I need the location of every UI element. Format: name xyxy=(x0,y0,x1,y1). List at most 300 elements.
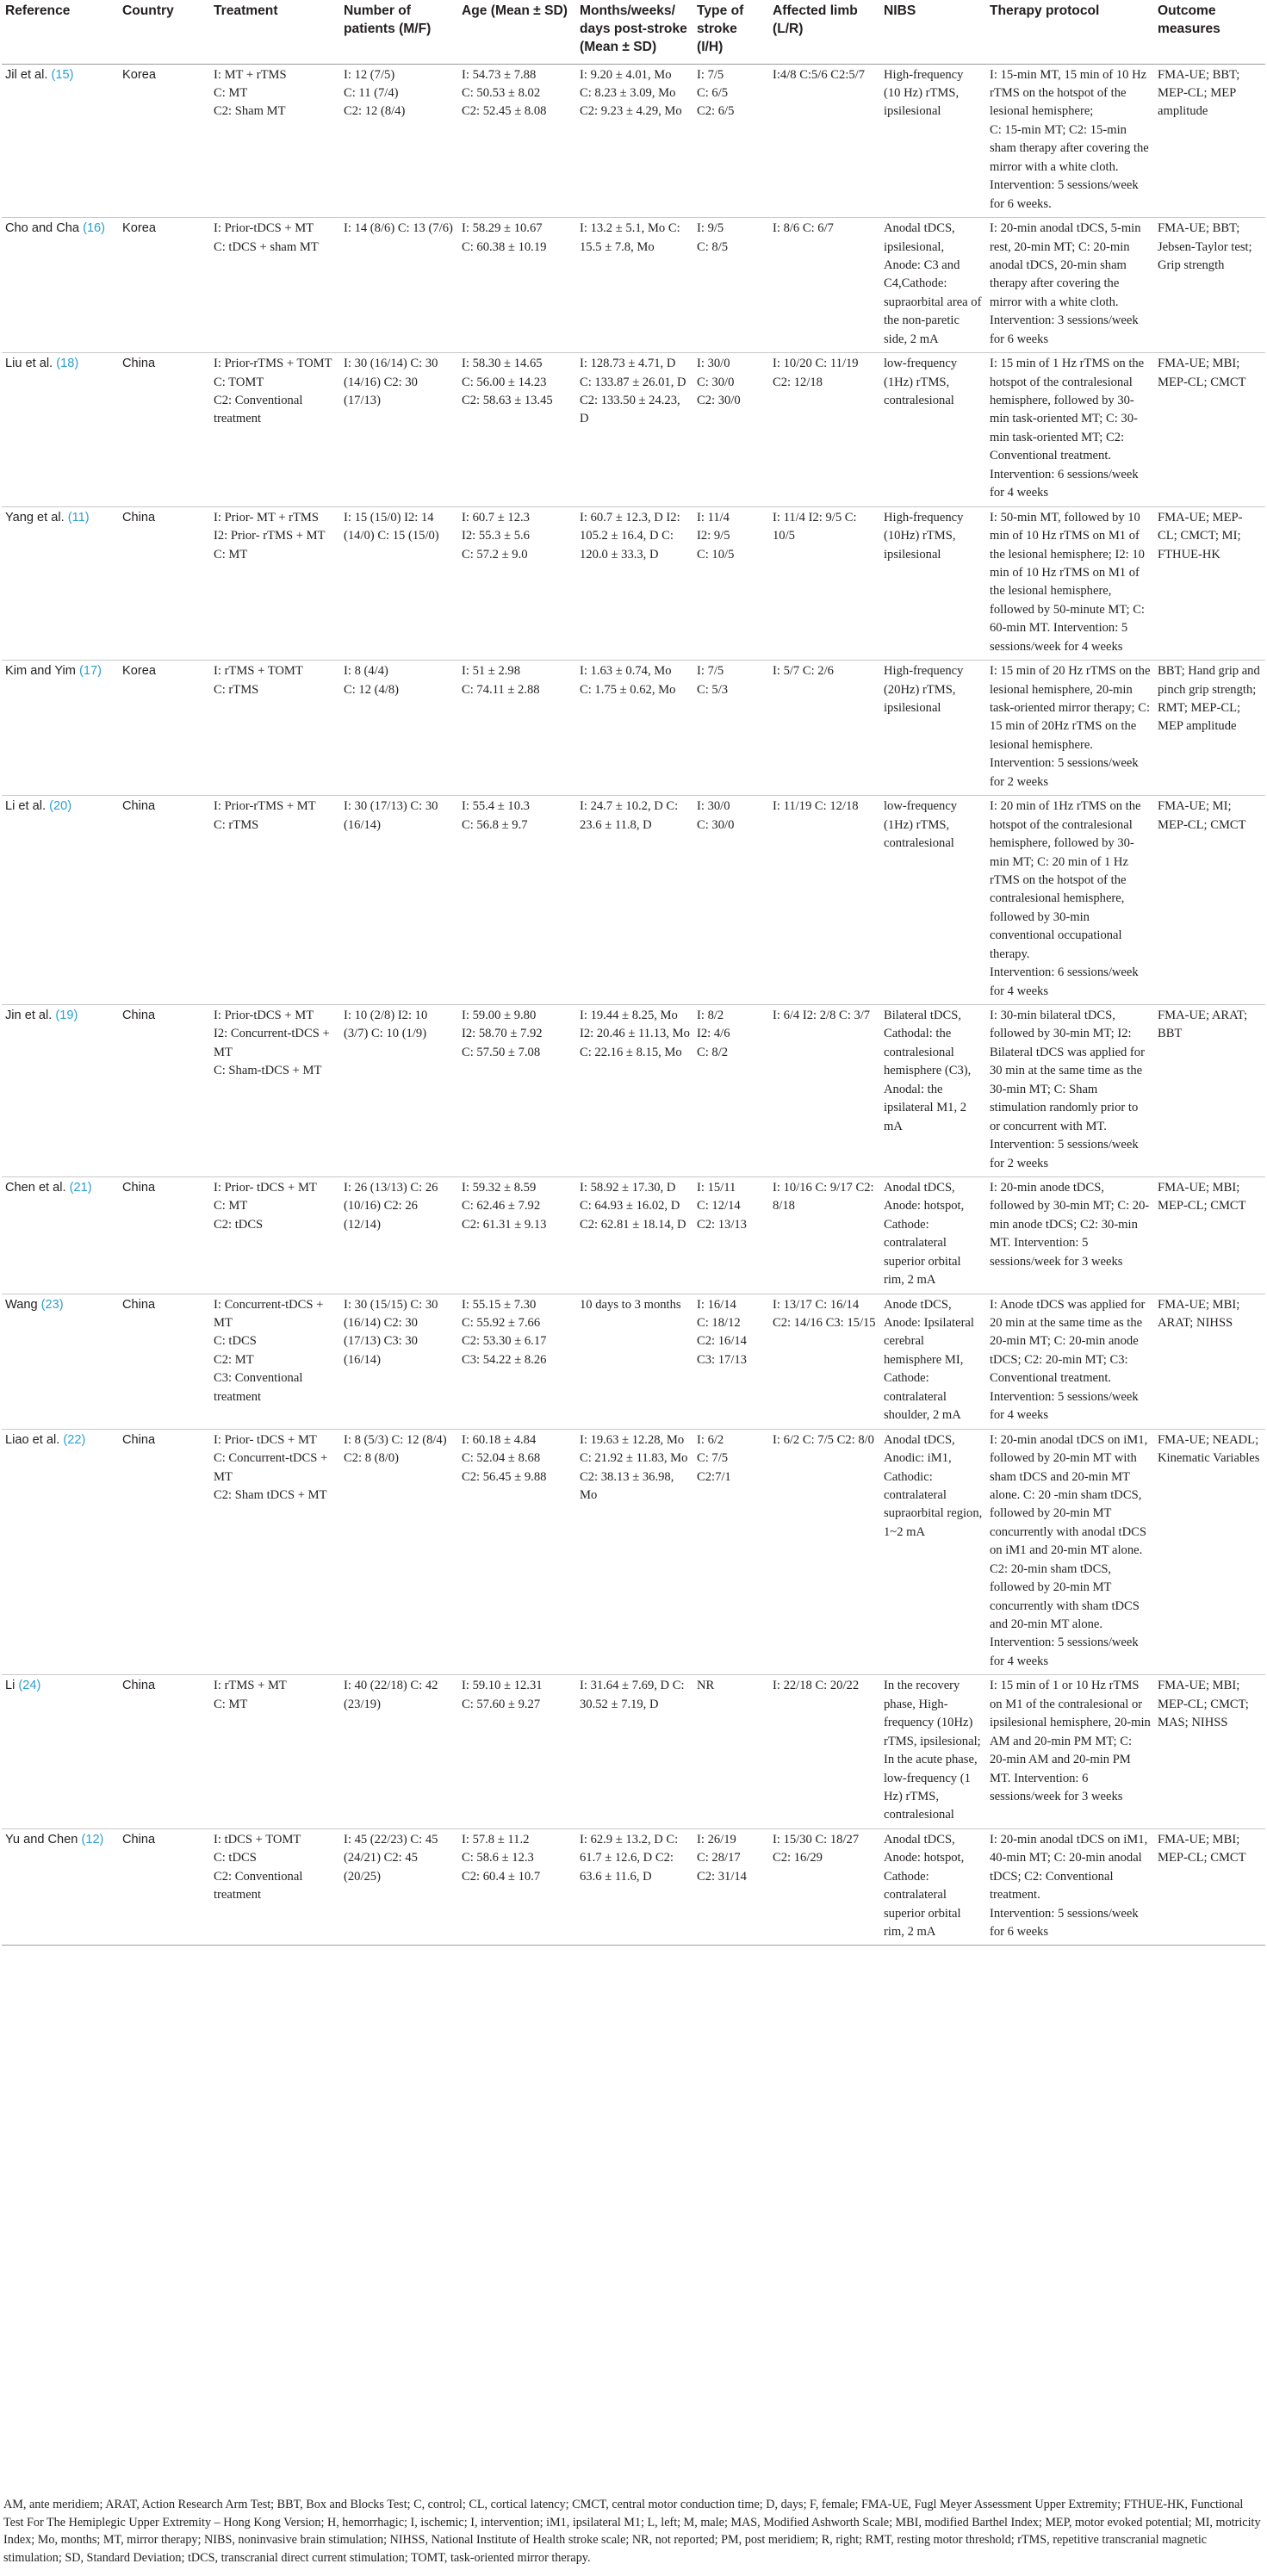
cell-patients xyxy=(340,1675,458,1829)
table-row xyxy=(2,1675,1265,1829)
cell-reference xyxy=(2,1429,119,1675)
table-row xyxy=(2,1005,1265,1177)
cell-outcome-measures xyxy=(1154,1675,1265,1829)
affected-limb-text: I: 6/4 I2: 2/8 C: 3/7 xyxy=(773,1009,871,1023)
treatment-text: I: Concurrent-tDCS + MT C: tDCS C2: MT C3: Conventional treatment xyxy=(214,1297,324,1404)
cell-duration xyxy=(576,661,693,796)
cell-country xyxy=(119,1675,210,1829)
cell-outcome-measures xyxy=(1154,661,1265,796)
cell-therapy-protocol xyxy=(986,1675,1154,1829)
cell-nibs xyxy=(880,1429,986,1675)
cell-age xyxy=(458,661,576,796)
affected-limb-text: I: 11/4 I2: 9/5 C: 10/5 xyxy=(773,510,857,543)
reference-name: Liu et al. xyxy=(5,357,53,371)
nibs-text: High-frequency (10Hz) rTMS, ipsilesional xyxy=(884,510,964,562)
cell-nibs xyxy=(880,64,986,218)
cell-therapy-protocol xyxy=(986,506,1154,661)
country-text: China xyxy=(122,510,156,525)
age-text: I: 60.7 ± 12.3 I2: 55.3 ± 5.6 C: 57.2 ± 9.0 xyxy=(462,510,530,562)
country-text: China xyxy=(122,1009,156,1023)
cell-country xyxy=(119,218,210,353)
affected-limb-text: I: 15/30 C: 18/27 C2: 16/29 xyxy=(773,1832,860,1865)
citation-link[interactable]: (23) xyxy=(40,1297,64,1312)
cell-therapy-protocol xyxy=(986,1828,1154,1946)
duration-text: I: 24.7 ± 10.2, D C: 23.6 ± 11.8, D xyxy=(580,799,679,832)
nibs-text: In the recovery phase, High-frequency (10Hz) rTMS, ipsilesional; In the acute phase, low-frequency (1 Hz) rTMS, contralesional xyxy=(884,1679,981,1822)
affected-limb-text: I: 10/20 C: 11/19 C2: 12/18 xyxy=(773,357,859,389)
header-reference: Reference xyxy=(2,0,119,64)
cell-reference xyxy=(2,1294,119,1429)
cell-outcome-measures xyxy=(1154,353,1265,507)
cell-stroke-type xyxy=(693,1429,769,1675)
outcome-measures-text: BBT; Hand grip and pinch grip strength; RMT; MEP-CL; MEP amplitude xyxy=(1158,664,1260,734)
table-row xyxy=(2,506,1265,661)
cell-nibs xyxy=(880,661,986,796)
cell-stroke-type xyxy=(693,1828,769,1946)
cell-nibs xyxy=(880,796,986,1005)
reference-name: Cho and Cha xyxy=(5,221,80,236)
cell-stroke-type xyxy=(693,796,769,1005)
cell-stroke-type xyxy=(693,218,769,353)
table-row xyxy=(2,1429,1265,1675)
outcome-measures-text: FMA-UE; MBI; MEP-CL; CMCT xyxy=(1158,1180,1246,1214)
cell-outcome-measures xyxy=(1154,796,1265,1005)
cell-reference xyxy=(2,796,119,1005)
cell-age xyxy=(458,1429,576,1675)
cell-patients xyxy=(340,796,458,1005)
header-outcome-measures: Outcome measures xyxy=(1154,0,1265,64)
nibs-text: Bilateral tDCS, Cathodal: the contralesional hemisphere (C3), Anodal: the ipsilateral M1, 2 mA xyxy=(884,1009,972,1133)
nibs-text: Anode tDCS, Anode: Ipsilateral cerebral hemisphere MI, Cathode: contralateral shoulder, 2 mA xyxy=(884,1297,974,1423)
cell-age xyxy=(458,796,576,1005)
duration-text: I: 62.9 ± 13.2, D C: 61.7 ± 12.6, D C2: 63.6 ± 11.6, D xyxy=(580,1832,679,1884)
patients-text: I: 15 (15/0) I2: 14 (14/0) C: 15 (15/0) xyxy=(344,510,439,543)
cell-country xyxy=(119,1828,210,1946)
treatment-text: I: Prior-tDCS + MT C: tDCS + sham MT xyxy=(214,221,319,254)
cell-affected-limb xyxy=(769,1828,880,1946)
cell-stroke-type xyxy=(693,1294,769,1429)
affected-limb-text: I: 5/7 C: 2/6 xyxy=(773,664,834,679)
cell-reference xyxy=(2,661,119,796)
duration-text: I: 19.63 ± 12.28, Mo C: 21.92 ± 11.83, Mo C2: 38.13 ± 36.98, Mo xyxy=(580,1432,688,1502)
stroke-type-text: I: 30/0 C: 30/0 xyxy=(697,799,735,832)
therapy-protocol-text: I: 30-min bilateral tDCS, followed by 30-min MT; I2: Bilateral tDCS was applied for 30 min at the same time as the 30-min MT; C: Sham stimulation randomly prior to or concurrent with MT. Intervention: 5 sessions/week for 2 weeks xyxy=(990,1009,1145,1170)
citation-link[interactable]: (17) xyxy=(78,664,102,679)
outcome-measures-text: FMA-UE; MBI; MEP-CL; CMCT xyxy=(1158,1832,1246,1865)
cell-stroke-type xyxy=(693,661,769,796)
cell-therapy-protocol xyxy=(986,1176,1154,1294)
cell-affected-limb xyxy=(769,1429,880,1675)
outcome-measures-text: FMA-UE; MEP-CL; CMCT; MI; FTHUE-HK xyxy=(1158,510,1243,562)
cell-age xyxy=(458,64,576,218)
duration-text: I: 58.92 ± 17.30, D C: 64.93 ± 16.02, D C2: 62.81 ± 18.14, D xyxy=(580,1180,686,1232)
nibs-text: low-frequency (1Hz) rTMS, contralesional xyxy=(884,357,958,408)
age-text: I: 54.73 ± 7.88 C: 50.53 ± 8.02 C2: 52.45 ± 8.08 xyxy=(462,67,547,119)
header-duration: Months/weeks/ days post-stroke (Mean ± SD) xyxy=(576,0,693,64)
stroke-type-text: I: 26/19 C: 28/17 C2: 31/14 xyxy=(697,1832,747,1884)
nibs-text: low-frequency (1Hz) rTMS, contralesional xyxy=(884,799,958,851)
table-row xyxy=(2,353,1265,507)
table-row xyxy=(2,64,1265,218)
nibs-text: High-frequency (10 Hz) rTMS, ipsilesional xyxy=(884,67,964,119)
header-nibs: NIBS xyxy=(880,0,986,64)
cell-nibs xyxy=(880,1176,986,1294)
table-body xyxy=(2,64,1265,1946)
header-country: Country xyxy=(119,0,210,64)
cell-reference xyxy=(2,218,119,353)
cell-treatment xyxy=(210,661,340,796)
cell-reference xyxy=(2,1828,119,1946)
citation-link[interactable]: (22) xyxy=(63,1432,86,1447)
cell-reference xyxy=(2,1675,119,1829)
duration-text: I: 128.73 ± 4.71, D C: 133.87 ± 26.01, D C2: 133.50 ± 24.23, D xyxy=(580,357,686,426)
cell-treatment xyxy=(210,1176,340,1294)
country-text: China xyxy=(122,357,156,371)
cell-therapy-protocol xyxy=(986,64,1154,218)
affected-limb-text: I: 6/2 C: 7/5 C2: 8/0 xyxy=(773,1432,874,1447)
cell-treatment xyxy=(210,64,340,218)
reference-name: Wang xyxy=(5,1297,38,1312)
patients-text: I: 30 (15/15) C: 30 (16/14) C2: 30 (17/13) C3: 30 (16/14) xyxy=(344,1297,438,1367)
nibs-text: Anodal tDCS, Anode: hotspot, Cathode: contralateral superior orbital rim, 2 mA xyxy=(884,1180,965,1288)
cell-treatment xyxy=(210,1675,340,1829)
cell-reference xyxy=(2,506,119,661)
therapy-protocol-text: I: 20 min of 1Hz rTMS on the hotspot of the contralesional hemisphere, followed by 30-min MT; C: 20 min of 1 Hz rTMS on the hotspot of the contralesional hemisphere, followed by 30-min conventional occupational therapy. Intervention: 6 sessions/week for 4 weeks xyxy=(990,799,1141,998)
treatment-text: I: Prior- tDCS + MT C: MT C2: tDCS xyxy=(214,1180,317,1232)
cell-age xyxy=(458,1294,576,1429)
cell-outcome-measures xyxy=(1154,64,1265,218)
cell-affected-limb xyxy=(769,1005,880,1177)
cell-treatment xyxy=(210,1429,340,1675)
therapy-protocol-text: I: 15-min MT, 15 min of 10 Hz rTMS on the hotspot of the lesional hemisphere; C: 15-min MT; C2: 15-min sham therapy after covering the mirror with a white cloth. Intervention: 5 sessions/week for 6 weeks. xyxy=(990,67,1149,211)
nibs-text: Anodal tDCS, ipsilesional, Anode: C3 and C4,Cathode: supraorbital area of the non-paretic side, 2 mA xyxy=(884,221,982,346)
affected-limb-text: I: 13/17 C: 16/14 C2: 14/16 C3: 15/15 xyxy=(773,1297,876,1331)
outcome-measures-text: FMA-UE; BBT; MEP-CL; MEP amplitude xyxy=(1158,67,1240,119)
cell-stroke-type xyxy=(693,353,769,507)
header-stroke-type: Type of stroke (I/H) xyxy=(693,0,769,64)
cell-country xyxy=(119,796,210,1005)
stroke-type-text: I: 9/5 C: 8/5 xyxy=(697,221,729,254)
treatment-text: I: tDCS + TOMT C: tDCS C2: Conventional treatment xyxy=(214,1832,303,1903)
age-text: I: 59.10 ± 12.31 C: 57.60 ± 9.27 xyxy=(462,1679,543,1711)
reference-name: Liao et al. xyxy=(5,1432,60,1447)
header-age: Age (Mean ± SD) xyxy=(458,0,576,64)
cell-treatment xyxy=(210,353,340,507)
citation-link[interactable]: (12) xyxy=(81,1832,104,1847)
nibs-text: High-frequency (20Hz) rTMS, ipsilesional xyxy=(884,664,964,716)
cell-patients xyxy=(340,1176,458,1294)
cell-country xyxy=(119,64,210,218)
cell-therapy-protocol xyxy=(986,661,1154,796)
cell-treatment xyxy=(210,218,340,353)
affected-limb-text: I:4/8 C:5/6 C2:5/7 xyxy=(773,67,866,82)
cell-stroke-type xyxy=(693,64,769,218)
cell-duration xyxy=(576,1176,693,1294)
age-text: I: 58.30 ± 14.65 C: 56.00 ± 14.23 C2: 58.63 ± 13.45 xyxy=(462,357,553,408)
therapy-protocol-text: I: 15 min of 1 or 10 Hz rTMS on M1 of the contralesional or ipsilesional hemisphere, 20-min AM and 20-min PM MT; C: 20-min AM and 20-min PM MT. Intervention: 6 sessions/week for 3 weeks xyxy=(990,1679,1151,1803)
cell-therapy-protocol xyxy=(986,1294,1154,1429)
affected-limb-text: I: 8/6 C: 6/7 xyxy=(773,221,834,236)
citation-link[interactable]: (16) xyxy=(83,221,106,236)
age-text: I: 55.4 ± 10.3 C: 56.8 ± 9.7 xyxy=(462,799,530,832)
citation-link[interactable]: (19) xyxy=(55,1009,78,1023)
cell-reference xyxy=(2,64,119,218)
treatment-text: I: rTMS + MT C: MT xyxy=(214,1679,287,1711)
cell-duration xyxy=(576,506,693,661)
citation-link[interactable]: (20) xyxy=(49,799,72,814)
age-text: I: 59.32 ± 8.59 C: 62.46 ± 7.92 C2: 61.31 ± 9.13 xyxy=(462,1180,547,1232)
reference-name: Yang et al. xyxy=(5,510,65,525)
cell-outcome-measures xyxy=(1154,1005,1265,1177)
cell-outcome-measures xyxy=(1154,1294,1265,1429)
country-text: Korea xyxy=(122,221,156,236)
cell-duration xyxy=(576,1005,693,1177)
treatment-text: I: Prior- MT + rTMS I2: Prior- rTMS + MT C: MT xyxy=(214,510,326,562)
table-row xyxy=(2,1176,1265,1294)
cell-country xyxy=(119,506,210,661)
therapy-protocol-text: I: 20-min anodal tDCS on iM1, followed by 20-min MT with sham tDCS and 20-min MT alone. C: 20 -min sham tDCS, followed by 20-min MT concurrently with anodal tDCS on iM1 and 20-min MT alone. C2: 20-min sham tDCS, followed by 20-min MT concurrently with sham tDCS and 20-min MT alone. Intervention: 5 sessions/week for 4 weeks xyxy=(990,1432,1148,1668)
cell-age xyxy=(458,1675,576,1829)
cell-duration xyxy=(576,64,693,218)
cell-country xyxy=(119,1429,210,1675)
stroke-type-text: I: 30/0 C: 30/0 C2: 30/0 xyxy=(697,357,741,408)
patients-text: I: 40 (22/18) C: 42 (23/19) xyxy=(344,1679,438,1711)
cell-country xyxy=(119,1005,210,1177)
header-treatment: Treatment xyxy=(210,0,340,64)
patients-text: I: 26 (13/13) C: 26 (10/16) C2: 26 (12/14) xyxy=(344,1180,438,1232)
table-row xyxy=(2,661,1265,796)
duration-text: I: 9.20 ± 4.01, Mo C: 8.23 ± 3.09, Mo C2: 9.23 ± 4.29, Mo xyxy=(580,67,682,119)
cell-nibs xyxy=(880,506,986,661)
country-text: China xyxy=(122,1297,156,1312)
cell-nibs xyxy=(880,218,986,353)
reference-name: Jil et al. xyxy=(5,67,48,82)
citation-link[interactable]: (11) xyxy=(67,510,90,525)
cell-outcome-measures xyxy=(1154,1828,1265,1946)
stroke-type-text: I: 16/14 C: 18/12 C2: 16/14 C3: 17/13 xyxy=(697,1297,747,1367)
age-text: I: 51 ± 2.98 C: 74.11 ± 2.88 xyxy=(462,664,540,697)
reference-name: Li xyxy=(5,1679,16,1693)
age-text: I: 59.00 ± 9.80 I2: 58.70 ± 7.92 C: 57.50 ± 7.08 xyxy=(462,1009,543,1059)
cell-duration xyxy=(576,353,693,507)
cell-affected-limb xyxy=(769,661,880,796)
stroke-type-text: I: 11/4 I2: 9/5 C: 10/5 xyxy=(697,510,735,562)
country-text: China xyxy=(122,799,156,814)
treatment-text: I: MT + rTMS C: MT C2: Sham MT xyxy=(214,67,287,119)
cell-stroke-type xyxy=(693,1675,769,1829)
table-row xyxy=(2,1828,1265,1946)
header-affected-limb: Affected limb (L/R) xyxy=(769,0,880,64)
nibs-text: Anodal tDCS, Anode: hotspot, Cathode: contralateral superior orbital rim, 2 mA xyxy=(884,1832,965,1940)
cell-patients xyxy=(340,1294,458,1429)
cell-treatment xyxy=(210,506,340,661)
cell-patients xyxy=(340,1005,458,1177)
duration-text: 10 days to 3 months xyxy=(580,1297,681,1312)
cell-country xyxy=(119,661,210,796)
cell-reference xyxy=(2,353,119,507)
country-text: China xyxy=(122,1432,156,1447)
duration-text: I: 31.64 ± 7.69, D C: 30.52 ± 7.19, D xyxy=(580,1679,685,1711)
table-footnote: AM, ante meridiem; ARAT, Action Research Arm Test; BBT, Box and Blocks Test; C, control; CL, cortical latency; CMCT, central motor conduction time; D, days; F, female; FMA-UE, Fugl Meyer Assessment Upper Extremity; FTHUE-HK, Functional Test For The Hemiplegic Upper Extremity – Hong Kong Version; H, hemorrhagic; I, ischemic; I, intervention; iM1, ipsilateral M1; L, left; M, male; MAS, Modified Ashworth Scale; MBI, modified Barthel Index; MEP, motor evoked potential; MI, motricity Index; Mo, months; MT, mirror therapy; NIBS, noninvasive brain stimulation; NIHSS, National Institute of Health stroke scale; NR, not reported; PM, post meridiem; R, right; RMT, resting motor threshold; rTMS, repetitive transcranial magnetic stimulation; SD, Standard Deviation; tDCS, transcranial direct current stimulation; TOMT, task-oriented mirror therapy. xyxy=(3,2498,1261,2565)
therapy-protocol-text: I: 15 min of 20 Hz rTMS on the lesional hemisphere, 20-min task-oriented mirror therapy; C: 15 min of 20Hz rTMS on the lesional hemisphere. Intervention: 5 sessions/week for 2 weeks xyxy=(990,664,1151,789)
therapy-protocol-text: I: Anode tDCS was applied for 20 min at the same time as the 20-min MT; C: 20-min anode tDCS; C2: 20-min MT; C3: Conventional treatment. Intervention: 5 sessions/week for 4 weeks xyxy=(990,1297,1146,1423)
affected-limb-text: I: 22/18 C: 20/22 xyxy=(773,1679,860,1693)
cell-nibs xyxy=(880,353,986,507)
country-text: Korea xyxy=(122,67,156,82)
cell-stroke-type xyxy=(693,506,769,661)
cell-therapy-protocol xyxy=(986,796,1154,1005)
cell-therapy-protocol xyxy=(986,353,1154,507)
header-therapy-protocol: Therapy protocol xyxy=(986,0,1154,64)
cell-patients xyxy=(340,1828,458,1946)
cell-duration xyxy=(576,796,693,1005)
cell-treatment xyxy=(210,1005,340,1177)
cell-patients xyxy=(340,1429,458,1675)
cell-affected-limb xyxy=(769,1675,880,1829)
reference-name: Yu and Chen xyxy=(5,1832,78,1847)
citation-link[interactable]: (24) xyxy=(18,1679,41,1693)
cell-therapy-protocol xyxy=(986,218,1154,353)
duration-text: I: 19.44 ± 8.25, Mo I2: 20.46 ± 11.13, Mo C: 22.16 ± 8.15, Mo xyxy=(580,1009,690,1059)
cell-age xyxy=(458,1005,576,1177)
cell-affected-limb xyxy=(769,218,880,353)
study-characteristics-table xyxy=(2,0,1265,1946)
patients-text: I: 10 (2/8) I2: 10 (3/7) C: 10 (1/9) xyxy=(344,1009,428,1041)
cell-affected-limb xyxy=(769,1176,880,1294)
reference-name: Jin et al. xyxy=(5,1009,53,1023)
outcome-measures-text: FMA-UE; ARAT; BBT xyxy=(1158,1009,1248,1041)
citation-link[interactable]: (15) xyxy=(51,67,74,82)
cell-outcome-measures xyxy=(1154,218,1265,353)
affected-limb-text: I: 10/16 C: 9/17 C2: 8/18 xyxy=(773,1180,874,1214)
age-text: I: 57.8 ± 11.2 C: 58.6 ± 12.3 C2: 60.4 ± 10.7 xyxy=(462,1832,541,1884)
country-text: China xyxy=(122,1180,156,1195)
cell-duration xyxy=(576,1429,693,1675)
cell-therapy-protocol xyxy=(986,1429,1154,1675)
cell-country xyxy=(119,1176,210,1294)
cell-outcome-measures xyxy=(1154,506,1265,661)
cell-outcome-measures xyxy=(1154,1429,1265,1675)
age-text: I: 58.29 ± 10.67 C: 60.38 ± 10.19 xyxy=(462,221,547,254)
cell-nibs xyxy=(880,1675,986,1829)
cell-patients xyxy=(340,64,458,218)
country-text: China xyxy=(122,1679,156,1693)
cell-age xyxy=(458,506,576,661)
cell-outcome-measures xyxy=(1154,1176,1265,1294)
therapy-protocol-text: I: 20-min anode tDCS, followed by 30-min MT; C: 20-min anode tDCS; C2: 30-min MT. Intervention: 5 sessions/week for 3 weeks xyxy=(990,1180,1150,1269)
cell-country xyxy=(119,353,210,507)
therapy-protocol-text: I: 50-min MT, followed by 10 min of 10 Hz rTMS on M1 of the lesional hemisphere; I2: 10 min of 10 Hz rTMS on M1 of the lesional hemisphere, followed by 50-minute MT; C: 60-min MT. Intervention: 5 sessions/week for 4 weeks xyxy=(990,510,1145,654)
patients-text: I: 14 (8/6) C: 13 (7/6) xyxy=(344,221,453,236)
outcome-measures-text: FMA-UE; MI; MEP-CL; CMCT xyxy=(1158,799,1246,832)
stroke-type-text: NR xyxy=(697,1679,715,1693)
stroke-type-text: I: 7/5 C: 6/5 C2: 6/5 xyxy=(697,67,735,119)
treatment-text: I: rTMS + TOMT C: rTMS xyxy=(214,664,303,697)
affected-limb-text: I: 11/19 C: 12/18 xyxy=(773,799,859,814)
cell-nibs xyxy=(880,1828,986,1946)
cell-affected-limb xyxy=(769,353,880,507)
outcome-measures-text: FMA-UE; NEADL; Kinematic Variables xyxy=(1158,1432,1260,1466)
cell-patients xyxy=(340,353,458,507)
treatment-text: I: Prior-tDCS + MT I2: Concurrent-tDCS + MT C: Sham-tDCS + MT xyxy=(214,1009,330,1078)
header-patients: Number of patients (M/F) xyxy=(340,0,458,64)
table-row xyxy=(2,796,1265,1005)
citation-link[interactable]: (21) xyxy=(69,1180,92,1195)
stroke-type-text: I: 15/11 C: 12/14 C2: 13/13 xyxy=(697,1180,747,1232)
duration-text: I: 60.7 ± 12.3, D I2: 105.2 ± 16.4, D C: 120.0 ± 33.3, D xyxy=(580,510,680,562)
cell-stroke-type xyxy=(693,1176,769,1294)
outcome-measures-text: FMA-UE; MBI; MEP-CL; CMCT; MAS; NIHSS xyxy=(1158,1679,1249,1730)
patients-text: I: 45 (22/23) C: 45 (24/21) C2: 45 (20/25) xyxy=(344,1832,438,1884)
cell-duration xyxy=(576,1675,693,1829)
treatment-text: I: Prior- tDCS + MT C: Concurrent-tDCS + MT C2: Sham tDCS + MT xyxy=(214,1432,328,1502)
cell-affected-limb xyxy=(769,506,880,661)
cell-duration xyxy=(576,218,693,353)
cell-reference xyxy=(2,1176,119,1294)
cell-treatment xyxy=(210,1828,340,1946)
table-row xyxy=(2,1294,1265,1429)
stroke-type-text: I: 7/5 C: 5/3 xyxy=(697,664,729,697)
cell-affected-limb xyxy=(769,64,880,218)
cell-duration xyxy=(576,1828,693,1946)
reference-name: Kim and Yim xyxy=(5,664,76,679)
cell-patients xyxy=(340,218,458,353)
cell-age xyxy=(458,218,576,353)
patients-text: I: 30 (16/14) C: 30 (14/16) C2: 30 (17/13) xyxy=(344,357,438,408)
therapy-protocol-text: I: 15 min of 1 Hz rTMS on the hotspot of the contralesional hemisphere, followed by 30-min task-oriented MT; C: 30-min task-oriented MT; C2: Conventional treatment. Intervention: 6 sessions/week for 4 weeks xyxy=(990,357,1145,500)
treatment-text: I: Prior-rTMS + TOMT C: TOMT C2: Conventional treatment xyxy=(214,357,332,426)
cell-patients xyxy=(340,506,458,661)
cell-duration xyxy=(576,1294,693,1429)
cell-treatment xyxy=(210,1294,340,1429)
stroke-type-text: I: 8/2 I2: 4/6 C: 8/2 xyxy=(697,1009,730,1059)
age-text: I: 60.18 ± 4.84 C: 52.04 ± 8.68 C2: 56.45 ± 9.88 xyxy=(462,1432,547,1484)
cell-country xyxy=(119,1294,210,1429)
outcome-measures-text: FMA-UE; MBI; ARAT; NIHSS xyxy=(1158,1297,1240,1331)
cell-age xyxy=(458,1828,576,1946)
cell-nibs xyxy=(880,1005,986,1177)
cell-age xyxy=(458,1176,576,1294)
age-text: I: 55.15 ± 7.30 C: 55.92 ± 7.66 C2: 53.30 ± 6.17 C3: 54.22 ± 8.26 xyxy=(462,1297,547,1367)
cell-reference xyxy=(2,1005,119,1177)
duration-text: I: 1.63 ± 0.74, Mo C: 1.75 ± 0.62, Mo xyxy=(580,664,676,697)
patients-text: I: 8 (5/3) C: 12 (8/4) C2: 8 (8/0) xyxy=(344,1432,447,1466)
citation-link[interactable]: (18) xyxy=(56,357,79,371)
reference-name: Li et al. xyxy=(5,799,47,814)
cell-patients xyxy=(340,661,458,796)
table-row xyxy=(2,218,1265,353)
therapy-protocol-text: I: 20-min anodal tDCS, 5-min rest, 20-min MT; C: 20-min anodal tDCS, 20-min sham therapy after covering the mirror with a white cloth. Intervention: 3 sessions/week for 6 weeks xyxy=(990,221,1141,346)
patients-text: I: 30 (17/13) C: 30 (16/14) xyxy=(344,799,438,832)
cell-affected-limb xyxy=(769,796,880,1005)
cell-age xyxy=(458,353,576,507)
patients-text: I: 8 (4/4) C: 12 (4/8) xyxy=(344,664,400,697)
stroke-type-text: I: 6/2 C: 7/5 C2:7/1 xyxy=(697,1432,731,1484)
nibs-text: Anodal tDCS, Anodic: iM1, Cathodic: contralateral supraorbital region, 1~2 mA xyxy=(884,1432,983,1539)
country-text: Korea xyxy=(122,664,156,679)
reference-name: Chen et al. xyxy=(5,1180,66,1195)
table-header-row xyxy=(2,0,1265,64)
country-text: China xyxy=(122,1832,156,1847)
outcome-measures-text: FMA-UE; BBT; Jebsen-Taylor test; Grip strength xyxy=(1158,221,1252,272)
treatment-text: I: Prior-rTMS + MT C: rTMS xyxy=(214,799,316,832)
cell-affected-limb xyxy=(769,1294,880,1429)
cell-treatment xyxy=(210,796,340,1005)
duration-text: I: 13.2 ± 5.1, Mo C: 15.5 ± 7.8, Mo xyxy=(580,221,680,254)
patients-text: I: 12 (7/5) C: 11 (7/4) C2: 12 (8/4) xyxy=(344,67,406,119)
therapy-protocol-text: I: 20-min anodal tDCS on iM1, 40-min MT; C: 20-min anodal tDCS; C2: Conventional treatment. Intervention: 5 sessions/week for 6 weeks xyxy=(990,1832,1148,1940)
cell-therapy-protocol xyxy=(986,1005,1154,1177)
